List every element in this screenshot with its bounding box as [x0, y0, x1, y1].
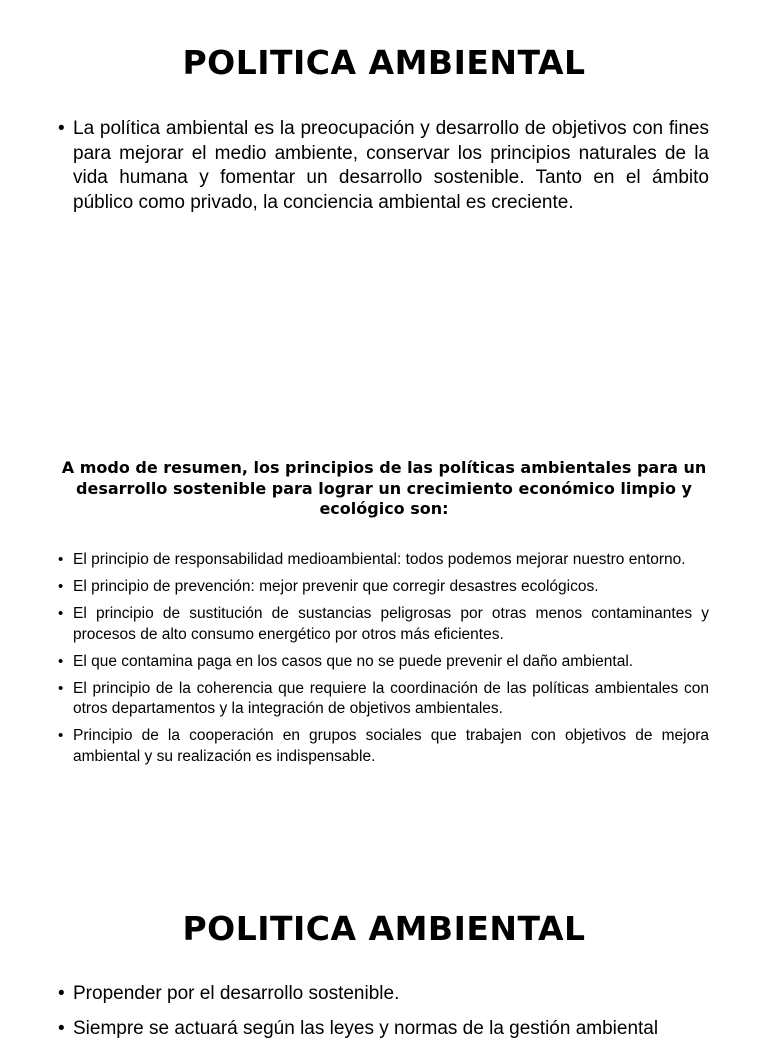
principles-list [58, 550, 709, 774]
bullet-icon: • [58, 1017, 65, 1039]
slide-1-bullet-list [58, 117, 709, 215]
list-item [58, 652, 709, 673]
list-item [58, 577, 709, 598]
list-item [58, 679, 709, 720]
list-item [58, 604, 709, 645]
list-item [58, 982, 733, 1007]
summary-heading: A modo de resumen, los principios de las políticas ambientales para un desarrollo sostenible para lograr un crecimiento económico limpio y ecológico son: [61, 458, 707, 518]
bullet-icon: • [58, 652, 64, 670]
list-item [58, 726, 709, 767]
bullet-icon: • [58, 551, 64, 568]
bullet-text: El que contamina paga en los casos que no se puede prevenir el daño ambiental. [73, 652, 634, 670]
list-item [58, 1017, 733, 1042]
bullet-text: Siempre se actuará según las leyes y normas de la gestión ambiental [73, 1017, 659, 1039]
bullet-text: Principio de la cooperación en grupos sociales que trabajen con objetivos de mejora ambiental y su realización es indispensable. [73, 727, 709, 765]
bullet-text: El principio de prevención: mejor prevenir que corregir desastres ecológicos. [73, 578, 599, 595]
list-item [58, 117, 709, 215]
bullet-icon: • [58, 118, 65, 139]
bullet-icon: • [58, 983, 65, 1004]
bullet-text: El principio de sustitución de sustancias peligrosas por otras menos contaminantes y procesos de alto consumo energético por otros más eficientes. [73, 605, 709, 643]
slide-1-title: POLITICA AMBIENTAL [182, 43, 586, 82]
bullet-text: Propender por el desarrollo sostenible. [73, 983, 400, 1004]
bullet-text: El principio de responsabilidad medioambiental: todos podemos mejorar nuestro entorno. [73, 551, 686, 568]
bullet-icon: • [58, 605, 64, 622]
bullet-icon: • [58, 727, 64, 744]
bullet-text: La política ambiental es la preocupación y desarrollo de objetivos con fines para mejorar el medio ambiente, conservar los principios naturales de la vida humana y fomentar un desarrollo sostenible. Tanto en el ámbito público como privado, la conciencia ambiental es creciente. [73, 118, 709, 213]
bullet-icon: • [58, 679, 64, 697]
list-item [58, 550, 709, 571]
bullet-text: El principio de la coherencia que requiere la coordinación de las políticas ambientales con otros departamentos y la integración de objetivos ambientales. [73, 679, 709, 717]
slide-3-title: POLITICA AMBIENTAL [182, 909, 586, 948]
bullet-icon: • [58, 578, 64, 595]
slide-3-bullet-list [58, 982, 733, 1051]
